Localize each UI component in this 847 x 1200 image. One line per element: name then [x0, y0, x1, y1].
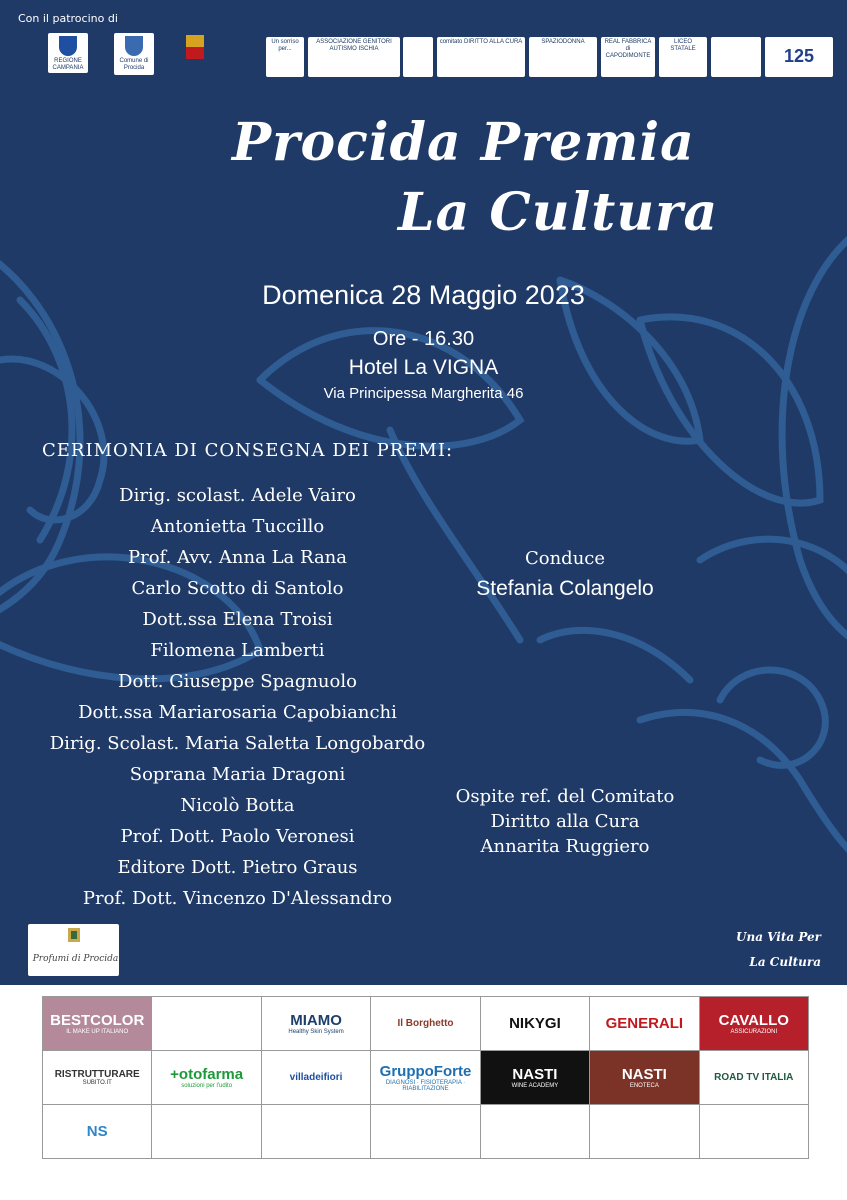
- sponsor-tagline: WINE ACADEMY: [511, 1083, 559, 1089]
- partner-logo-text: [711, 37, 761, 41]
- motto-line1: Una Vita Per: [736, 930, 821, 944]
- sponsor-cell-empty: [700, 1105, 809, 1159]
- event-title-line2: La Cultura: [398, 182, 719, 243]
- sponsor-name: Il Borghetto: [397, 1018, 454, 1029]
- partner-logo-icon: [659, 37, 707, 77]
- event-address: Via Principessa Margherita 46: [323, 385, 524, 402]
- regione-campania-crest-icon: [48, 33, 88, 73]
- sponsor-logo: [371, 1051, 480, 1105]
- partner-logo-text: LICEO STATALE: [670, 39, 696, 52]
- sponsor-tagline: IL MAKE UP ITALIANO: [66, 1029, 129, 1035]
- child-photo-icon: [437, 37, 525, 77]
- sponsor-logo: [590, 997, 699, 1051]
- sponsor-cell-empty: [262, 1105, 371, 1159]
- hands-heart-icon: [308, 37, 400, 77]
- coat-of-arms-icon: [28, 924, 119, 976]
- sponsor-name: NS: [86, 1123, 108, 1140]
- awardee-name: Filomena Lamberti: [150, 640, 325, 661]
- sponsor-name: villadeifiori: [289, 1072, 343, 1083]
- sponsor-logo: [481, 997, 590, 1051]
- awardee-name: Carlo Scotto di Santolo: [131, 578, 344, 599]
- event-venue: Hotel La VIGNA: [348, 356, 499, 379]
- sponsor-cell-empty: [371, 1105, 480, 1159]
- sponsor-name: NIKYGI: [509, 1015, 561, 1032]
- guest-line1: Ospite ref. del Comitato: [455, 786, 675, 807]
- awardee-name: Prof. Dott. Paolo Veronesi: [120, 826, 355, 847]
- sponsor-tagline: SUBITO.IT: [82, 1080, 112, 1086]
- awardee-name: Soprana Maria Dragoni: [129, 764, 346, 785]
- sponsor-tagline: soluzioni per l'udito: [181, 1083, 233, 1089]
- awardee-name: Nicolò Botta: [180, 795, 295, 816]
- sponsor-logo: [262, 1051, 371, 1105]
- partner-logo-text: SPAZIODONNA: [541, 39, 585, 45]
- sponsor-logo: [43, 1105, 152, 1159]
- right-lower-leaf: [700, 539, 847, 600]
- center-lower-curve: [540, 630, 690, 680]
- profumi-di-procida-logo: [28, 924, 119, 976]
- sponsor-cell-empty: [152, 1105, 261, 1159]
- comune-procida-crest-icon: [114, 33, 154, 75]
- sponsor-logo: [700, 1051, 809, 1105]
- sponsor-logo: [371, 997, 480, 1051]
- anniversary-logo-icon: [765, 37, 833, 77]
- sponsor-logo: [43, 1051, 152, 1105]
- event-time: Ore - 16.30: [372, 328, 475, 350]
- host-label: Conduce: [524, 548, 606, 569]
- sponsor-tagline: ENOTECA: [629, 1083, 659, 1089]
- compass-rose-icon: [711, 37, 761, 77]
- sponsor-cell-empty: [152, 997, 261, 1051]
- partner-logo-icon: [266, 37, 304, 77]
- partner-logo-icon: [529, 37, 597, 77]
- partner-logo-icon: [403, 37, 433, 77]
- sponsor-name: RISTRUTTURARE: [54, 1069, 140, 1080]
- awardee-name: Prof. Dott. Vincenzo D'Alessandro: [82, 888, 393, 909]
- event-title-line1: Procida Premia: [232, 112, 695, 173]
- sponsor-name: GruppoForte: [379, 1063, 472, 1080]
- sponsor-name: NASTI: [621, 1066, 667, 1083]
- guest-line2: Diritto alla Cura: [490, 811, 640, 832]
- awardee-name: Editore Dott. Pietro Graus: [117, 857, 358, 878]
- awardee-name: Prof. Avv. Anna La Rana: [128, 547, 347, 568]
- patron-logo-text: Comune di Procida: [119, 58, 149, 71]
- sponsor-logo: [152, 1051, 261, 1105]
- sponsor-name: CAVALLO: [718, 1012, 789, 1029]
- sponsor-cell-empty: [590, 1105, 699, 1159]
- sponsor-name: BESTCOLOR: [50, 1012, 145, 1029]
- sponsor-name: GENERALI: [605, 1015, 684, 1032]
- awardee-name: Dirig. Scolast. Maria Saletta Longobardo: [49, 733, 426, 754]
- sponsor-name: NASTI: [512, 1066, 558, 1083]
- sponsor-name: +otofarma: [170, 1066, 244, 1083]
- partner-logo-text: [403, 37, 433, 41]
- ceremony-heading: CERIMONIA DI CONSEGNA DEI PREMI:: [42, 440, 454, 461]
- patronage-label: Con il patrocino di: [18, 12, 118, 25]
- awardee-list: [40, 480, 435, 914]
- motto-line2: La Cultura: [749, 955, 821, 969]
- host-name: Stefania Colangelo: [476, 577, 654, 600]
- sponsor-cell-empty: [481, 1105, 590, 1159]
- profumi-logo-text: Profumi di Procida: [32, 954, 119, 964]
- awardee-name: Antonietta Tuccillo: [150, 516, 325, 537]
- partner-logo-text: REAL FABBRICA di CAPODIMONTE: [604, 39, 652, 59]
- sponsor-logo: [700, 997, 809, 1051]
- partner-logo-text: comitato DIRITTO ALLA CURA: [439, 39, 523, 45]
- partner-logo-icon: [601, 37, 655, 77]
- patron-logo-text: REGIONE CAMPANIA: [52, 58, 84, 71]
- sponsor-logo: [590, 1051, 699, 1105]
- sponsor-logo: [43, 997, 152, 1051]
- awardee-name: Dott. Giuseppe Spagnuolo: [118, 671, 357, 692]
- sponsor-tagline: Healthy Skin System: [288, 1029, 344, 1035]
- awardee-name: Dirig. scolast. Adele Vairo: [119, 485, 356, 506]
- event-date: Domenica 28 Maggio 2023: [262, 280, 585, 310]
- sponsor-tagline: ASSICURAZIONI: [730, 1029, 778, 1035]
- guest-line3: Annarita Ruggiero: [480, 836, 650, 857]
- awardee-name: Dott.ssa Mariarosaria Capobianchi: [78, 702, 397, 723]
- sponsor-name: ROAD TV ITALIA: [714, 1072, 794, 1083]
- awardee-name: Dott.ssa Elena Troisi: [142, 609, 333, 630]
- flag-icon: [170, 33, 220, 75]
- partner-logo-text: ASSOCIAZIONE GENITORI AUTISMO ISCHIA: [316, 39, 392, 52]
- partner-logo-text: 125: [783, 46, 815, 66]
- sponsor-grid: [42, 996, 809, 1159]
- sponsor-logo: [262, 997, 371, 1051]
- sponsor-tagline: DIAGNOSI · FISIOTERAPIA · RIABILITAZIONE: [385, 1080, 466, 1092]
- sponsor-name: MIAMO: [290, 1012, 342, 1029]
- partner-logo-text: Un sorriso per...: [271, 39, 299, 52]
- sponsor-logo: [481, 1051, 590, 1105]
